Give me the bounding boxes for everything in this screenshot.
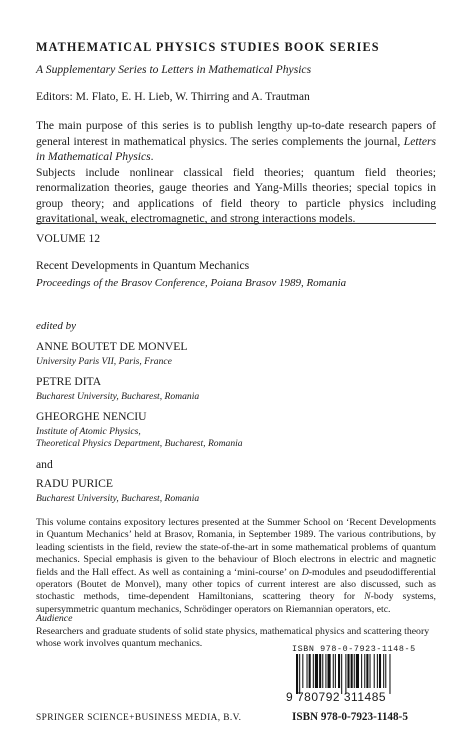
series-description	[36, 118, 436, 227]
series-description-text: The main purpose of this series is to publish lengthy up-to-date research papers of general interest in mathematical physics. The series complements the journal,	[36, 119, 436, 148]
barcode-bar	[347, 654, 349, 688]
barcode-bar	[319, 654, 321, 688]
barcode-bar	[302, 654, 303, 688]
barcode-bar	[356, 654, 359, 688]
barcode-bar	[341, 654, 342, 694]
barcode-bar	[299, 654, 300, 694]
barcode-bar	[322, 654, 323, 688]
series-subtitle: A Supplementary Series to Letters in Mathematical Physics	[36, 63, 312, 76]
editor-entry	[36, 477, 436, 505]
series-description-paragraph-1	[36, 118, 436, 165]
barcode-bar	[328, 654, 331, 688]
barcode-bar	[354, 654, 355, 688]
barcode-bar	[325, 654, 326, 688]
isbn-bold-label: ISBN 978-0-7923-1148-5	[292, 711, 408, 723]
barcode-bar	[335, 654, 336, 688]
and-connector: and	[36, 458, 53, 471]
volume-proceedings: Proceedings of the Brasov Conference, Poiana Brasov 1989, Romania	[36, 277, 347, 289]
series-editors: Editors: M. Flato, E. H. Lieb, W. Thirring and A. Trautman	[36, 90, 310, 103]
abstract-n-symbol: N	[364, 591, 371, 603]
barcode-bar	[338, 654, 340, 688]
isbn-small-label: ISBN 978-0-7923-1148-5	[292, 644, 416, 654]
barcode-bar	[307, 654, 308, 688]
volume-number: VOLUME 12	[36, 232, 101, 245]
barcode-bar	[379, 654, 381, 688]
barcode-bar	[309, 654, 311, 688]
editor-affiliation: Bucharest University, Bucharest, Romania	[36, 493, 200, 504]
barcode-bar	[374, 654, 375, 688]
barcode-bar	[370, 654, 371, 688]
barcode-bar	[361, 654, 362, 688]
audience-heading: Audience	[36, 613, 73, 624]
editor-affiliation: Bucharest University, Bucharest, Romania	[36, 391, 200, 402]
editor-affiliation: Institute of Atomic Physics,	[36, 426, 141, 437]
abstract-text-1: This volume contains expository lectures presented at the Summer School on ‘Recent Developments in Quantum Mechanics’ held at Brasov, Romania, in September 1989. The various contributions, by leading scientists in the field, review the state-of-the-art in some mathematical problems of quantum mechanics. Special emphasis is given to the behaviour of Bloch electrons in electric and magnetic fields and the Hall effect. As well as containing a ‘mini-course’ on	[36, 517, 436, 578]
abstract-text-3: -body systems, supersymmetric quantum mechanics, Schrödinger operators on Riemannian operators, etc.	[36, 591, 436, 615]
editor-affiliation: University Paris VII, Paris, France	[36, 356, 172, 367]
series-description-period: .	[150, 150, 154, 163]
barcode-bar	[296, 654, 298, 694]
journal-name: Letters in Mathematical Physics	[36, 134, 436, 163]
series-description-paragraph-2: Subjects include nonlinear classical field theories; quantum field theories; renormalization theories, gauge theories and Yang-Mills theories; special topics in group theory; and applications of field theory to particle physics including gravitational, weak, electromagnetic, and strong interactions models.	[36, 165, 436, 225]
editor-name: GHEORGHE NENCIU	[36, 410, 147, 423]
barcode-bar	[333, 654, 334, 688]
publisher-name: SPRINGER SCIENCE+BUSINESS MEDIA, B.V.	[36, 713, 242, 723]
barcode-bar	[351, 654, 353, 688]
series-title: MATHEMATICAL PHYSICS STUDIES BOOK SERIES	[36, 40, 380, 54]
editor-name: RADU PURICE	[36, 477, 113, 490]
editor-entry	[36, 340, 436, 368]
barcode-bar	[377, 654, 378, 688]
divider-line	[36, 223, 436, 224]
audience-text: Researchers and graduate students of solid state physics, mathematical physics and scattering theory whose work involves quantum mechanics.	[36, 626, 430, 650]
volume-title: Recent Developments in Quantum Mechanics	[36, 259, 250, 272]
editor-entry	[36, 375, 436, 403]
barcode-bar	[389, 654, 390, 694]
abstract-text-2: -modules and pseudodifferential operators (Boutet de Monvel), many other topics of current interest are also discussed, such as stochastic methods, time-dependent Hamiltonians, scattering theory for	[36, 566, 436, 603]
barcode-bar	[364, 654, 365, 688]
edited-by-label: edited by	[36, 320, 77, 332]
barcode-bar	[383, 654, 384, 688]
volume-abstract	[36, 517, 436, 616]
editor-name: ANNE BOUTET DE MONVEL	[36, 340, 188, 353]
editor-affiliation-line-2: Theoretical Physics Department, Bucharest, Romania	[36, 438, 243, 449]
editor-name: PETRE DITA	[36, 375, 102, 388]
editor-entry	[36, 410, 436, 450]
barcode-bar	[385, 654, 386, 688]
barcode-bar	[315, 654, 318, 688]
barcode-bar	[313, 654, 314, 688]
barcode-digits: 9 780792 311485	[286, 690, 387, 704]
barcode-bar	[366, 654, 368, 688]
barcode-bar	[345, 654, 346, 694]
abstract-d-symbol: D	[301, 566, 309, 578]
